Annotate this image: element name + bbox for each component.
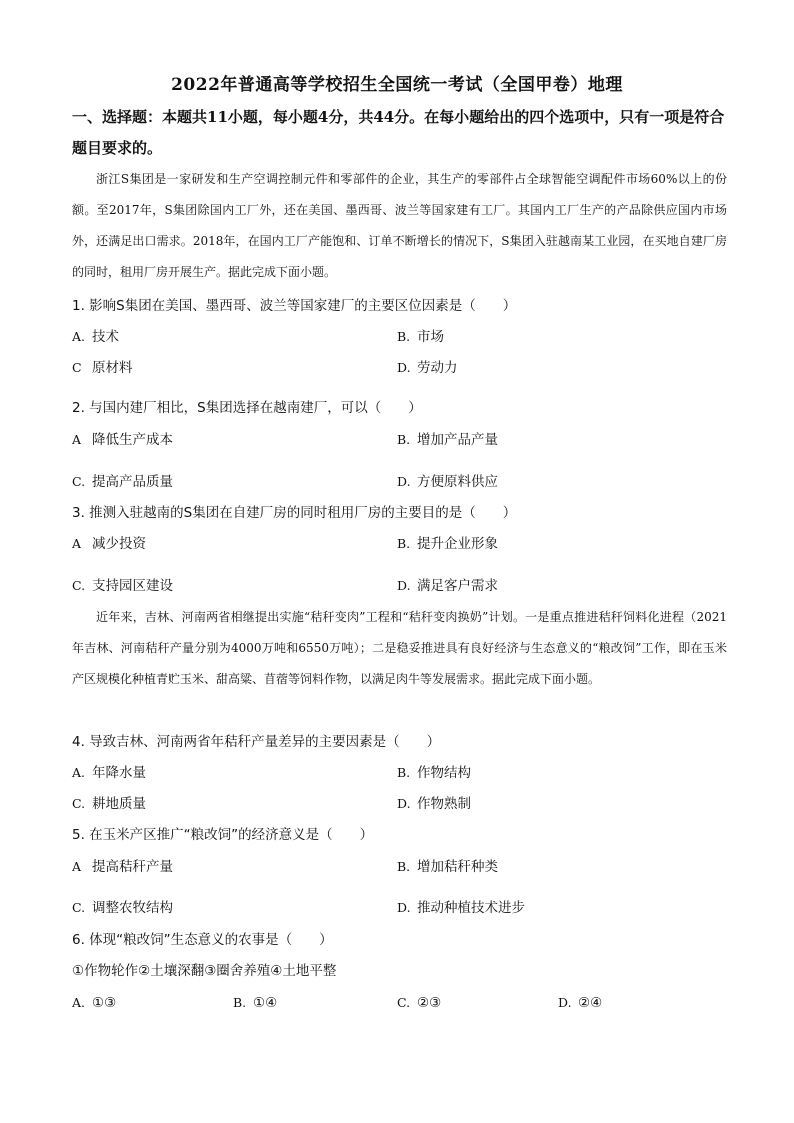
- question-3-option-b[interactable]: B. 提升企业形象: [397, 536, 498, 552]
- question-4-option-c[interactable]: C. 耕地质量: [72, 796, 146, 812]
- question-1-option-c[interactable]: C 原材料: [72, 360, 133, 376]
- question-5-option-c[interactable]: C. 调整农牧结构: [72, 900, 173, 916]
- question-6-option-d[interactable]: D. ②④: [558, 995, 603, 1011]
- question-6-option-c[interactable]: C. ②③: [397, 995, 442, 1011]
- question-3-option-a[interactable]: A 减少投资: [72, 536, 146, 552]
- question-5-option-a[interactable]: A 提高秸秆产量: [72, 859, 173, 875]
- question-4-option-d[interactable]: D. 作物熟制: [397, 796, 471, 812]
- question-3-stem: 3. 推测入驻越南的S集团在自建厂房的同时租用厂房的主要目的是（ ）: [72, 505, 517, 521]
- page-title: 2022年普通高等学校招生全国统一考试（全国甲卷）地理: [171, 75, 623, 95]
- question-4-option-a[interactable]: A. 年降水量: [72, 765, 146, 781]
- passage-1: 浙江S集团是一家研发和生产空调控制元件和零部件的企业，其生产的零部件占全球智能空调配件市场60%以上的份额。至2017年，S集团除国内工厂外，还在美国、墨西哥、波兰等国家建有工厂。其国内工厂生产的产品除供应国内市场外，还满足出口需求。2018年，在国内工厂产能饱和、订单不断增长的情况下，S集团入驻越南某工业园，在买地自建厂房的同时，租用厂房开展生产。据此完成下面小题。: [72, 172, 727, 279]
- question-5-option-b[interactable]: B. 增加秸秆种类: [397, 859, 498, 875]
- question-5-stem: 5. 在玉米产区推广“粮改饲”的经济意义是（ ）: [72, 827, 374, 843]
- question-2-option-c[interactable]: C. 提高产品质量: [72, 474, 173, 490]
- question-3-option-c[interactable]: C. 支持园区建设: [72, 578, 173, 594]
- question-4-stem: 4. 导致吉林、河南两省年秸秆产量差异的主要因素是（ ）: [72, 734, 441, 750]
- question-6-stem: 6. 体现“粮改饲”生态意义的农事是（ ）: [72, 932, 333, 948]
- question-1-option-d[interactable]: D. 劳动力: [397, 360, 458, 376]
- question-3-option-d[interactable]: D. 满足客户需求: [397, 578, 498, 594]
- question-2-option-d[interactable]: D. 方便原料供应: [397, 474, 498, 490]
- question-1-stem: 1. 影响S集团在美国、墨西哥、波兰等国家建厂的主要区位因素是（ ）: [72, 298, 517, 314]
- question-1-option-a[interactable]: A. 技术: [72, 329, 119, 345]
- section-heading: 一、选择题：本题共11小题，每小题4分，共44分。在每小题给出的四个选项中，只有一项是符合题目要求的。: [72, 108, 725, 157]
- question-2-option-a[interactable]: A 降低生产成本: [72, 432, 173, 448]
- question-2-stem: 2. 与国内建厂相比，S集团选择在越南建厂，可以（ ）: [72, 400, 422, 416]
- passage-2: 近年来，吉林、河南两省相继提出实施“秸秆变肉”工程和“秸秆变肉换奶”计划。一是重点推进秸秆饲料化进程（2021年吉林、河南秸秆产量分别为4000万吨和6550万吨）；二是稳妥推进具有良好经济与生态意义的“粮改饲”工作，即在玉米产区规模化种植青贮玉米、甜高粱、苜蓿等饲料作物，以满足肉牛等发展需求。据此完成下面小题。: [72, 610, 727, 686]
- question-6-option-b[interactable]: B. ①④: [233, 995, 278, 1011]
- question-4-option-b[interactable]: B. 作物结构: [397, 765, 471, 781]
- question-1-option-b[interactable]: B. 市场: [397, 329, 444, 345]
- question-6-items: ①作物轮作②土壤深翻③圈舍养殖④土地平整: [72, 963, 337, 979]
- question-2-option-b[interactable]: B. 增加产品产量: [397, 432, 498, 448]
- question-6-option-a[interactable]: A. ①③: [72, 995, 117, 1011]
- question-5-option-d[interactable]: D. 推动种植技术进步: [397, 900, 525, 916]
